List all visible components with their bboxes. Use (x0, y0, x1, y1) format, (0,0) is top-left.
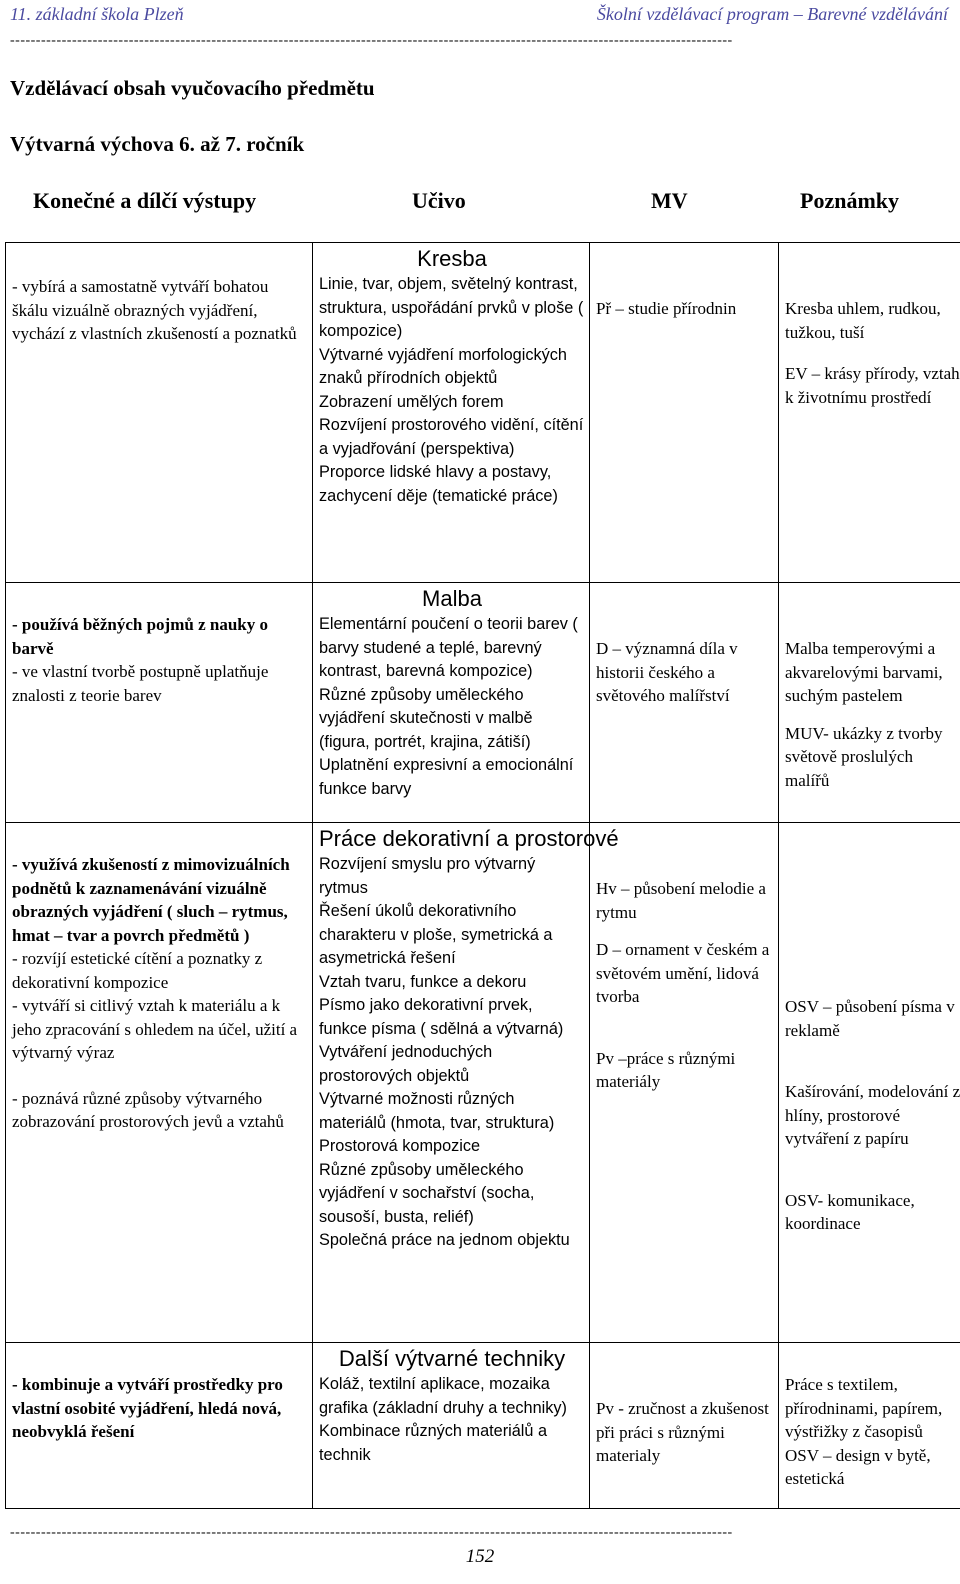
notes-text: OSV – působení písma v reklamě (785, 997, 955, 1040)
page-subtitle: Výtvarná výchova 6. až 7. ročník (10, 132, 305, 156)
outputs-text: - rozvíjí estetické cítění a poznatky z dekorativní kompozice - vytváří si citlivý vztah k materiálu a k jeho zpracování s ohledem na účel, užití a výtvarný výraz (12, 949, 298, 1062)
outputs-cell (6, 823, 313, 1343)
notes-text: Kašírování, modelování z hlíny, prostorové vytváření z papíru (785, 1082, 960, 1148)
content-cell (313, 583, 590, 823)
col-header-content: Učivo (412, 188, 466, 213)
table-row (6, 1343, 960, 1509)
mv-text: D – ornament v českém a světovém umění, lidová tvorba (596, 940, 770, 1006)
header-divider: -------------------------------------------------------------------------------------------------------------------------------------------- (10, 36, 733, 46)
outputs-text: - používá běžných pojmů z nauky o barvě (12, 615, 268, 658)
mv-cell (590, 583, 779, 823)
page-number: 152 (465, 1546, 495, 1567)
notes-cell (779, 823, 960, 1343)
mv-text: Př – studie přírodnin (596, 299, 737, 318)
outputs-text: - poznává různé způsoby výtvarného zobrazování prostorových jevů a vztahů (12, 1088, 284, 1131)
col-header-notes: Poznámky (800, 188, 899, 213)
mv-cell (590, 243, 779, 583)
mv-cell (590, 823, 779, 1343)
outputs-cell (6, 583, 313, 823)
table-row (6, 583, 960, 823)
notes-text: EV – krásy přírody, vztah k životnímu prostředí (785, 364, 960, 407)
notes-text: Malba temperovými a akvarelovými barvami, suchým pastelem (785, 639, 943, 705)
outputs-cell (6, 1343, 313, 1509)
content-cell (313, 1343, 590, 1509)
outputs-text: - ve vlastní tvorbě postupně uplatňuje znalosti z teorie barev (12, 662, 269, 705)
notes-cell (779, 1343, 960, 1509)
notes-cell (779, 583, 960, 823)
section-title: Další výtvarné techniky (338, 1346, 566, 1371)
content-text: Rozvíjení smyslu pro výtvarný rytmus Řešení úkolů dekorativního charakteru v ploše, symetrická a asymetrická řešení Vztah tvaru, funkce a dekoru Písmo jako dekorativní prvek, funkce písma ( sdělná a výtvarná) Vytváření jednoduchých prostorových objektů Výtvarné možnosti různých materiálů (hmota, tvar, struktura) Prostorová kompozice Různé způsoby uměleckého vyjádření v sochařství (socha, sousoší, busta, reliéf) Společná práce na jednom objektu (319, 855, 570, 1249)
col-header-outputs: Konečné a dílčí výstupy (33, 188, 257, 213)
notes-cell (779, 243, 960, 583)
content-text: Elementární poučení o teorii barev ( barvy studené a teplé, barevný kontrast, barevná kompozice) Různé způsoby uměleckého vyjádření skutečnosti v malbě (figura, portrét, krajina, zátiší) Uplatnění expresivní a emocionální funkce barvy (319, 615, 578, 798)
outputs-cell (6, 243, 313, 583)
notes-text: OSV- komunikace, koordinace (785, 1190, 915, 1233)
notes-text: Práce s textilem, přírodninami, papírem, výstřižky z časopisů OSV – design v bytě, estetická (785, 1375, 943, 1488)
mv-text: Hv – působení melodie a rytmu (596, 879, 766, 922)
mv-text: Pv - zručnost a zkušenost při práci s různými materialy (596, 1399, 769, 1465)
notes-text: Kresba uhlem, rudkou, tužkou, tuší (785, 299, 941, 342)
curriculum-table (5, 242, 960, 1509)
section-title: Malba (422, 586, 482, 611)
table-row (6, 823, 960, 1343)
content-cell (313, 243, 590, 583)
outputs-text: - vybírá a samostatně vytváří bohatou škálu vizuálně obrazných vyjádření, vychází z vlastních zkušeností a poznatků (12, 277, 297, 343)
outputs-text: - kombinuje a vytváří prostředky pro vlastní osobité vyjádření, hledá nová, neobvyklá řešení (12, 1375, 283, 1441)
col-header-mv: MV (651, 188, 688, 213)
mv-text: D – významná díla v historii českého a světového malířství (596, 639, 738, 705)
header-program: Školní vzdělávací program – Barevné vzdělávání (596, 4, 948, 24)
table-row (6, 243, 960, 583)
mv-cell (590, 1343, 779, 1509)
footer-divider: -------------------------------------------------------------------------------------------------------------------------------------------- (10, 1528, 733, 1538)
mv-text: Pv –práce s různými materiály (596, 1048, 736, 1091)
section-title: Práce dekorativní a prostorové (319, 826, 619, 851)
content-text: Koláž, textilní aplikace, mozaika grafika (základní druhy a techniky) Kombinace různých materiálů a technik (319, 1375, 567, 1464)
header-school: 11. základní škola Plzeň (10, 4, 184, 24)
content-cell (313, 823, 619, 1343)
section-title: Kresba (417, 246, 487, 271)
page-title: Vzdělávací obsah vyučovacího předmětu (10, 76, 375, 100)
outputs-text: - využívá zkušeností z mimovizuálních podnětů k zaznamenávání vizuálně obrazných vyjádření ( sluch – rytmus, hmat – tvar a povrch předmětů ) (12, 855, 290, 945)
content-text: Linie, tvar, objem, světelný kontrast, struktura, uspořádání prvků v ploše ( kompozice) Výtvarné vyjádření morfologických znaků přírodních objektů Zobrazení umělých forem Rozvíjení prostorového vidění, cítění a vyjadřování (perspektiva) Proporce lidské hlavy a postavy, zachycení děje (tematické práce) (319, 275, 584, 505)
page-header (10, 4, 948, 28)
notes-text: MUV- ukázky z tvorby světově proslulých malířů (785, 723, 943, 790)
